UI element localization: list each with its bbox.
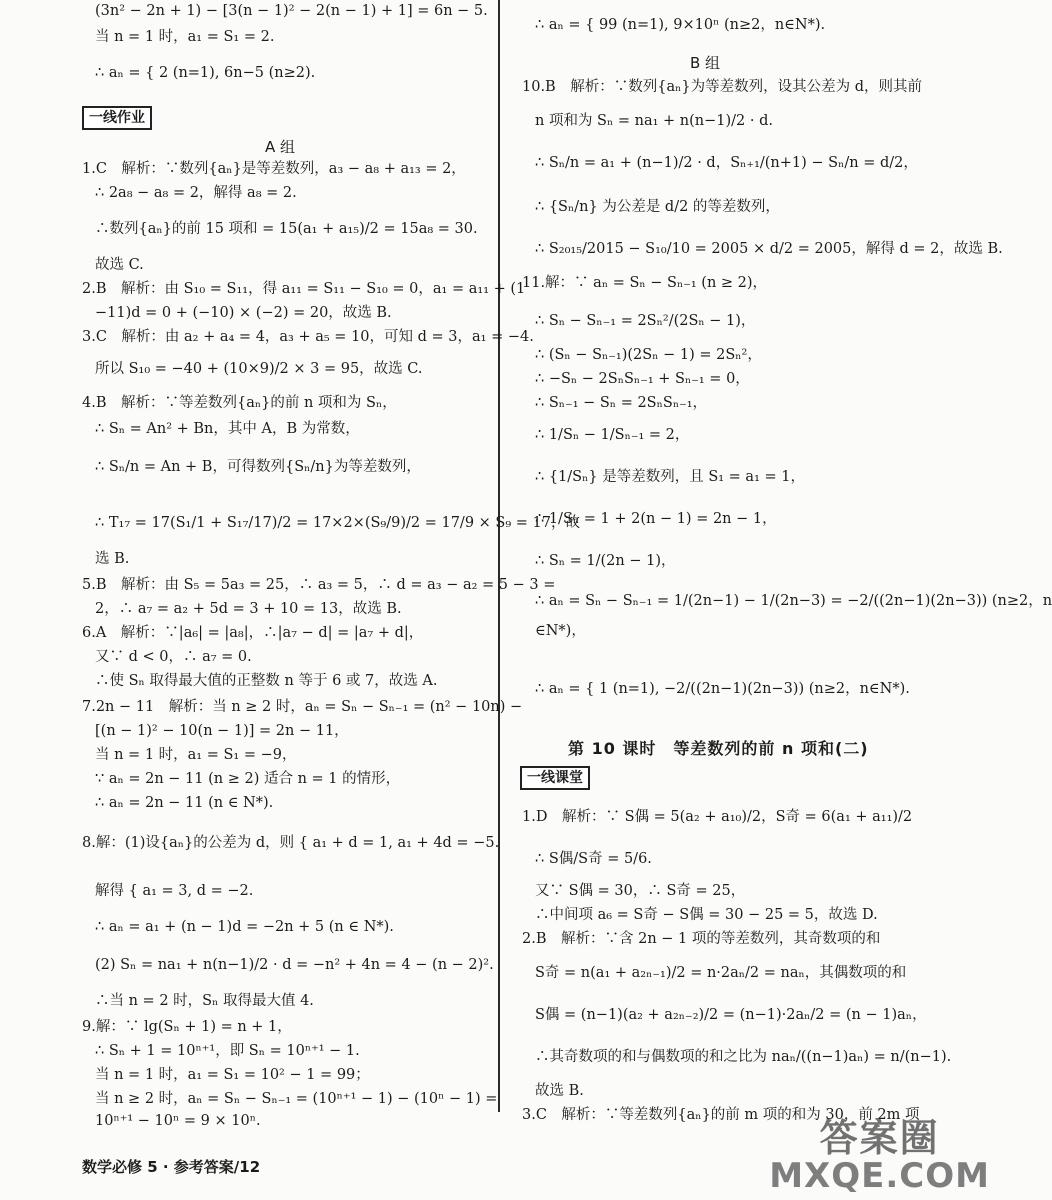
text-line: 2.B 解析：∵含 2n − 1 项的等差数列，其奇数项的和 [522,931,881,947]
text-line: 当 n ≥ 2 时，aₙ = Sₙ − Sₙ₋₁ = (10ⁿ⁺¹ − 1) − (10ⁿ − 1) = [95,1091,498,1107]
text-line: S偶 = (n−1)(a₂ + a₂ₙ₋₂)/2 = (n−1)·2aₙ/2 = (n − 1)aₙ， [535,1007,927,1023]
text-line: 又∵ d < 0，∴ a₇ = 0. [95,649,252,665]
text-line: ∴ −Sₙ − 2SₙSₙ₋₁ + Sₙ₋₁ = 0， [535,371,750,387]
text-line: 又∵ S偶 = 30，∴ S奇 = 25， [535,883,746,899]
text-line: 3.C 解析：∵等差数列{aₙ}的前 m 项的和为 30，前 2m 项 [522,1107,920,1123]
text-line: 故选 C. [95,257,144,273]
text-line: ∴当 n = 2 时，Sₙ 取得最大值 4. [95,993,314,1009]
text-line: S奇 = n(a₁ + a₂ₙ₋₁)/2 = n·2aₙ/2 = naₙ，其偶数项的和 [535,965,907,981]
text-line: 5.B 解析：由 S₅ = 5a₃ = 25，∴ a₃ = 5，∴ d = a₃ − a₂ = 5 − 3 = [82,577,556,593]
watermark-bottom: MXQE.COM [769,1156,990,1196]
watermark-top: 答案圈 [819,1116,940,1160]
text-line: [(n − 1)² − 10(n − 1)] = 2n − 11， [95,723,349,739]
text-line: ∴ aₙ = a₁ + (n − 1)d = −2n + 5 (n ∈ N*). [95,919,394,935]
text-line: ∴ Sₙ₋₁ − Sₙ = 2SₙSₙ₋₁， [535,395,708,411]
text-line: ∴ {Sₙ/n} 为公差是 d/2 的等差数列， [535,199,780,215]
text-line: 8.解：(1)设{aₙ}的公差为 d，则 { a₁ + d = 1, a₁ + 4d = −5. [82,835,500,851]
text-line: ∴使 Sₙ 取得最大值的正整数 n 等于 6 或 7，故选 A. [95,673,438,689]
text-line: ∴ T₁₇ = 17(S₁/1 + S₁₇/17)/2 = 17×2×(S₉/9)/2 = 17/9 × S₉ = 17，故 [95,515,580,531]
text-line: 当 n = 1 时，a₁ = S₁ = −9， [95,747,297,763]
group-b-heading: B 组 [690,54,721,72]
text-line: 10ⁿ⁺¹ − 10ⁿ = 9 × 10ⁿ. [95,1113,261,1129]
text-line: ∴ Sₙ − Sₙ₋₁ = 2Sₙ²/(2Sₙ − 1)， [535,313,756,329]
text-line: ∴ 1/Sₙ − 1/Sₙ₋₁ = 2， [535,427,690,443]
text-line: ∴ Sₙ = An² + Bn，其中 A，B 为常数， [95,421,360,437]
text-line: −11)d = 0 + (−10) × (−2) = 20，故选 B. [95,305,392,321]
text-line: 当 n = 1 时，a₁ = S₁ = 2. [95,29,275,45]
text-line: 3.C 解析：由 a₂ + a₄ = 4，a₃ + a₅ = 10，可知 d = 3，a₁ = −4. [82,329,534,345]
column-divider [498,0,500,1112]
text-line: 当 n = 1 时，a₁ = S₁ = 10² − 1 = 99； [95,1067,370,1083]
text-line: 选 B. [95,551,130,567]
text-line: ∴ S₂₀₁₅/2015 − S₁₀/10 = 2005 × d/2 = 2005，解得 d = 2，故选 B. [535,241,1003,257]
text-line: ∴中间项 a₆ = S奇 − S偶 = 30 − 25 = 5，故选 D. [535,907,878,923]
text-line: ∴ aₙ = { 1 (n=1), −2/((2n−1)(2n−3)) (n≥2，n∈N*). [535,681,910,697]
text-line: ∴其奇数项的和与偶数项的和之比为 naₙ/((n−1)aₙ) = n/(n−1). [535,1049,952,1065]
text-line: ∴ Sₙ/n = a₁ + (n−1)/2 · d，Sₙ₊₁/(n+1) − Sₙ/n = d/2， [535,155,918,171]
text-line: ∴ aₙ = { 99 (n=1), 9×10ⁿ (n≥2，n∈N*). [535,17,826,33]
text-line: (2) Sₙ = na₁ + n(n−1)/2 · d = −n² + 4n = 4 − (n − 2)². [95,957,494,973]
text-line: ∴ Sₙ/n = An + B，可得数列{Sₙ/n}为等差数列， [95,459,421,475]
text-line: ∴ {1/Sₙ} 是等差数列，且 S₁ = a₁ = 1， [535,469,805,485]
text-line: ∴ aₙ = { 2 (n=1), 6n−5 (n≥2). [95,65,316,81]
text-line: 1.C 解析：∵数列{aₙ}是等差数列，a₃ − a₈ + a₁₃ = 2， [82,161,466,177]
section-tag-classroom: 一线课堂 [520,766,590,790]
text-line: ∴ (Sₙ − Sₙ₋₁)(2Sₙ − 1) = 2Sₙ²， [535,347,762,363]
section-tag-homework: 一线作业 [82,106,152,130]
page-footer: 数学必修 5 · 参考答案/12 [82,1158,261,1176]
text-line: ∴ Sₙ = 1/(2n − 1)， [535,553,676,569]
text-line: 10.B 解析：∵数列{aₙ}为等差数列，设其公差为 d，则其前 [522,79,922,95]
watermark-logo [769,1107,990,1196]
text-line: 1.D 解析：∵ S偶 = 5(a₂ + a₁₀)/2，S奇 = 6(a₁ + a₁₁)/2 [522,809,913,825]
text-line: 2，∴ a₇ = a₂ + 5d = 3 + 10 = 13，故选 B. [95,601,402,617]
text-line: ∴ 2a₈ − a₈ = 2，解得 a₈ = 2. [95,185,297,201]
text-line: ∴ aₙ = 2n − 11 (n ∈ N*). [95,795,274,811]
text-line: 9.解：∵ lg(Sₙ + 1) = n + 1， [82,1019,292,1035]
text-line: n 项和为 Sₙ = na₁ + n(n−1)/2 · d. [535,113,773,129]
lesson-title: 第 10 课时 等差数列的前 n 项和(二) [568,739,869,758]
text-line: ∴ S偶/S奇 = 5/6. [535,851,652,867]
text-line: 故选 B. [535,1083,584,1099]
text-line: (3n² − 2n + 1) − [3(n − 1)² − 2(n − 1) + 1] = 6n − 5. [95,3,488,19]
text-line: 4.B 解析：∵等差数列{aₙ}的前 n 项和为 Sₙ， [82,395,397,411]
text-line: 所以 S₁₀ = −40 + (10×9)/2 × 3 = 95，故选 C. [95,361,423,377]
text-line: 6.A 解析：∵|a₆| = |a₈|，∴|a₇ − d| = |a₇ + d|， [82,625,424,641]
text-line: 解得 { a₁ = 3, d = −2. [95,883,254,899]
group-a-heading: A 组 [265,138,296,156]
text-line: ∴ aₙ = Sₙ − Sₙ₋₁ = 1/(2n−1) − 1/(2n−3) = −2/((2n−1)(2n−3)) (n≥2，n [535,593,1052,609]
text-line: ∵ aₙ = 2n − 11 (n ≥ 2) 适合 n = 1 的情形， [95,771,401,787]
text-line: 7.2n − 11 解析：当 n ≥ 2 时，aₙ = Sₙ − Sₙ₋₁ = (n² − 10n) − [82,699,523,715]
text-line: ∈N*)， [535,623,586,639]
text-line: 11.解：∵ aₙ = Sₙ − Sₙ₋₁ (n ≥ 2)， [522,275,768,291]
text-line: 2.B 解析：由 S₁₀ = S₁₁，得 a₁₁ = S₁₁ − S₁₀ = 0，a₁ = a₁₁ + (1 [82,281,526,297]
text-line: ∴数列{aₙ}的前 15 项和 = 15(a₁ + a₁₅)/2 = 15a₈ = 30. [95,221,478,237]
text-line: ∴ 1/Sₙ = 1 + 2(n − 1) = 2n − 1， [535,511,777,527]
text-line: ∴ Sₙ + 1 = 10ⁿ⁺¹，即 Sₙ = 10ⁿ⁺¹ − 1. [95,1043,360,1059]
